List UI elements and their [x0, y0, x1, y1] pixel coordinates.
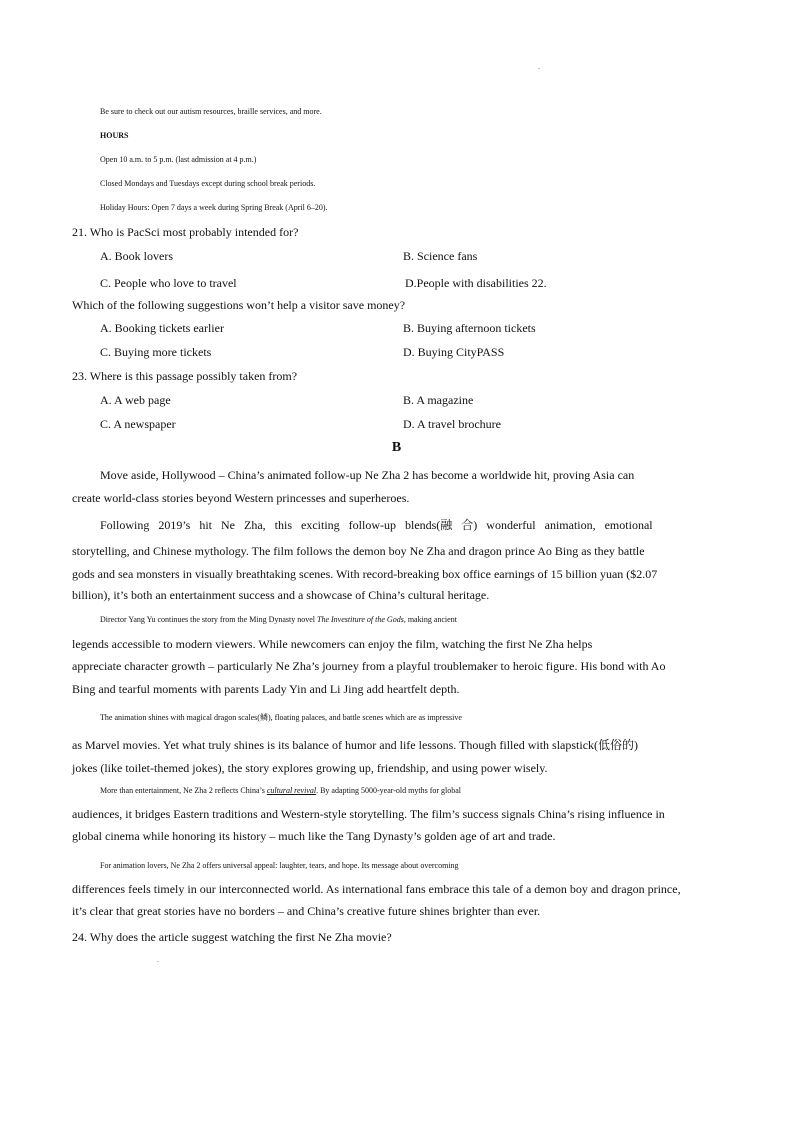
hours-open: Open 10 a.m. to 5 p.m. (last admission at 4 p.m.) — [100, 155, 257, 164]
q21-option-d: D.People with disabilities 22. — [405, 276, 547, 290]
cultural-revival-term: cultural revival — [266, 786, 317, 795]
hours-closed: Closed Mondays and Tuesdays except during school break periods. — [100, 179, 316, 188]
q22-option-c: C. Buying more tickets — [100, 345, 212, 359]
q23-option-a: A. A web page — [100, 393, 171, 407]
p5-tail: . By adapting 5000-year-old myths for global — [316, 786, 462, 795]
question-24-stem: 24. Why does the article suggest watching the first Ne Zha movie? — [72, 930, 392, 944]
p3-line-1 — [100, 612, 750, 628]
p3-line-4: Bing and tearful moments with parents Lady Yin and Li Jing add heartfelt depth. — [72, 682, 460, 696]
q22-option-b: B. Buying afternoon tickets — [403, 321, 536, 335]
q21-option-c: C. People who love to travel — [100, 276, 237, 290]
p2-line-3: gods and sea monsters in visually breathtaking scenes. With record-breaking box office earnings of 15 billion yuan ($2.07 — [72, 567, 658, 581]
p5-line-1 — [100, 783, 750, 799]
p3-line-3: appreciate character growth – particularly Ne Zha’s journey from a playful troublemaker to heroic figure. His bond with Ao — [72, 659, 666, 673]
question-22-stem: Which of the following suggestions won’t help a visitor save money? — [72, 298, 406, 312]
p4-line-1: The animation shines with magical dragon scales(鳞), floating palaces, and battle scenes which are as impressive — [100, 713, 462, 722]
p5-lead: More than entertainment, Ne Zha 2 reflects China’s — [100, 786, 265, 795]
q23-option-d: D. A travel brochure — [403, 417, 501, 431]
p6-line-2: differences feels timely in our interconnected world. As international fans embrace this tale of a demon boy and dragon prince, — [72, 882, 681, 896]
p6-line-3: it’s clear that great stories have no borders – and China’s creative future shines brighter than ever. — [72, 904, 541, 918]
p3-lead: Director Yang Yu continues the story from the Ming Dynasty novel — [100, 615, 316, 624]
p2-line-2: storytelling, and Chinese mythology. The film follows the demon boy Ne Zha and dragon prince Ao Bing as they battle — [72, 544, 645, 558]
p2-line-4: billion), it’s both an entertainment success and a showcase of China’s cultural heritage. — [72, 588, 490, 602]
q21-option-b: B. Science fans — [403, 249, 478, 263]
q22-option-a: A. Booking tickets earlier — [100, 321, 224, 335]
p4-line-3: jokes (like toilet-themed jokes), the story explores growing up, friendship, and using power wisely. — [72, 761, 548, 775]
q21-option-a: A. Book lovers — [100, 249, 173, 263]
stray-dot-bottom: . — [157, 955, 159, 964]
q23-option-b: B. A magazine — [403, 393, 474, 407]
p4-line-2: as Marvel movies. Yet what truly shines is its balance of humor and life lessons. Though filled with slapstick(低俗的) — [72, 738, 639, 752]
p1-line-1: Move aside, Hollywood – China’s animated follow-up Ne Zha 2 has become a worldwide hit, proving Asia can — [100, 468, 635, 482]
p2-line-1: Following 2019’s hit Ne Zha, this exciting follow-up blends(融 合) wonderful animation, emotional — [100, 518, 653, 532]
p3-tail: , making ancient — [403, 615, 457, 624]
p1-line-2: create world-class stories beyond Western princesses and superheroes. — [72, 491, 410, 505]
question-21-stem: 21. Who is PacSci most probably intended for? — [72, 225, 299, 239]
stray-dot-top: . — [538, 62, 540, 71]
p5-line-3: global cinema while honoring its history – much like the Tang Dynasty’s golden age of art and trade. — [72, 829, 556, 843]
resources-line: Be sure to check out our autism resources, braille services, and more. — [100, 107, 322, 116]
p5-line-2: audiences, it bridges Eastern traditions and Western-style storytelling. The film’s success signals China’s rising influence in — [72, 807, 665, 821]
hours-heading: HOURS — [100, 131, 129, 140]
q22-option-d: D. Buying CityPASS — [403, 345, 505, 359]
section-b-heading: B — [391, 440, 402, 455]
question-23-stem: 23. Where is this passage possibly taken from? — [72, 369, 298, 383]
q23-option-c: C. A newspaper — [100, 417, 176, 431]
p6-line-1: For animation lovers, Ne Zha 2 offers universal appeal: laughter, tears, and hope. Its message about overcoming — [100, 861, 459, 870]
novel-title: The Investiture of the Gods — [317, 615, 404, 624]
hours-holiday: Holiday Hours: Open 7 days a week during Spring Break (April 6–20). — [100, 203, 328, 212]
p3-line-2: legends accessible to modern viewers. While newcomers can enjoy the film, watching the first Ne Zha helps — [72, 637, 593, 651]
